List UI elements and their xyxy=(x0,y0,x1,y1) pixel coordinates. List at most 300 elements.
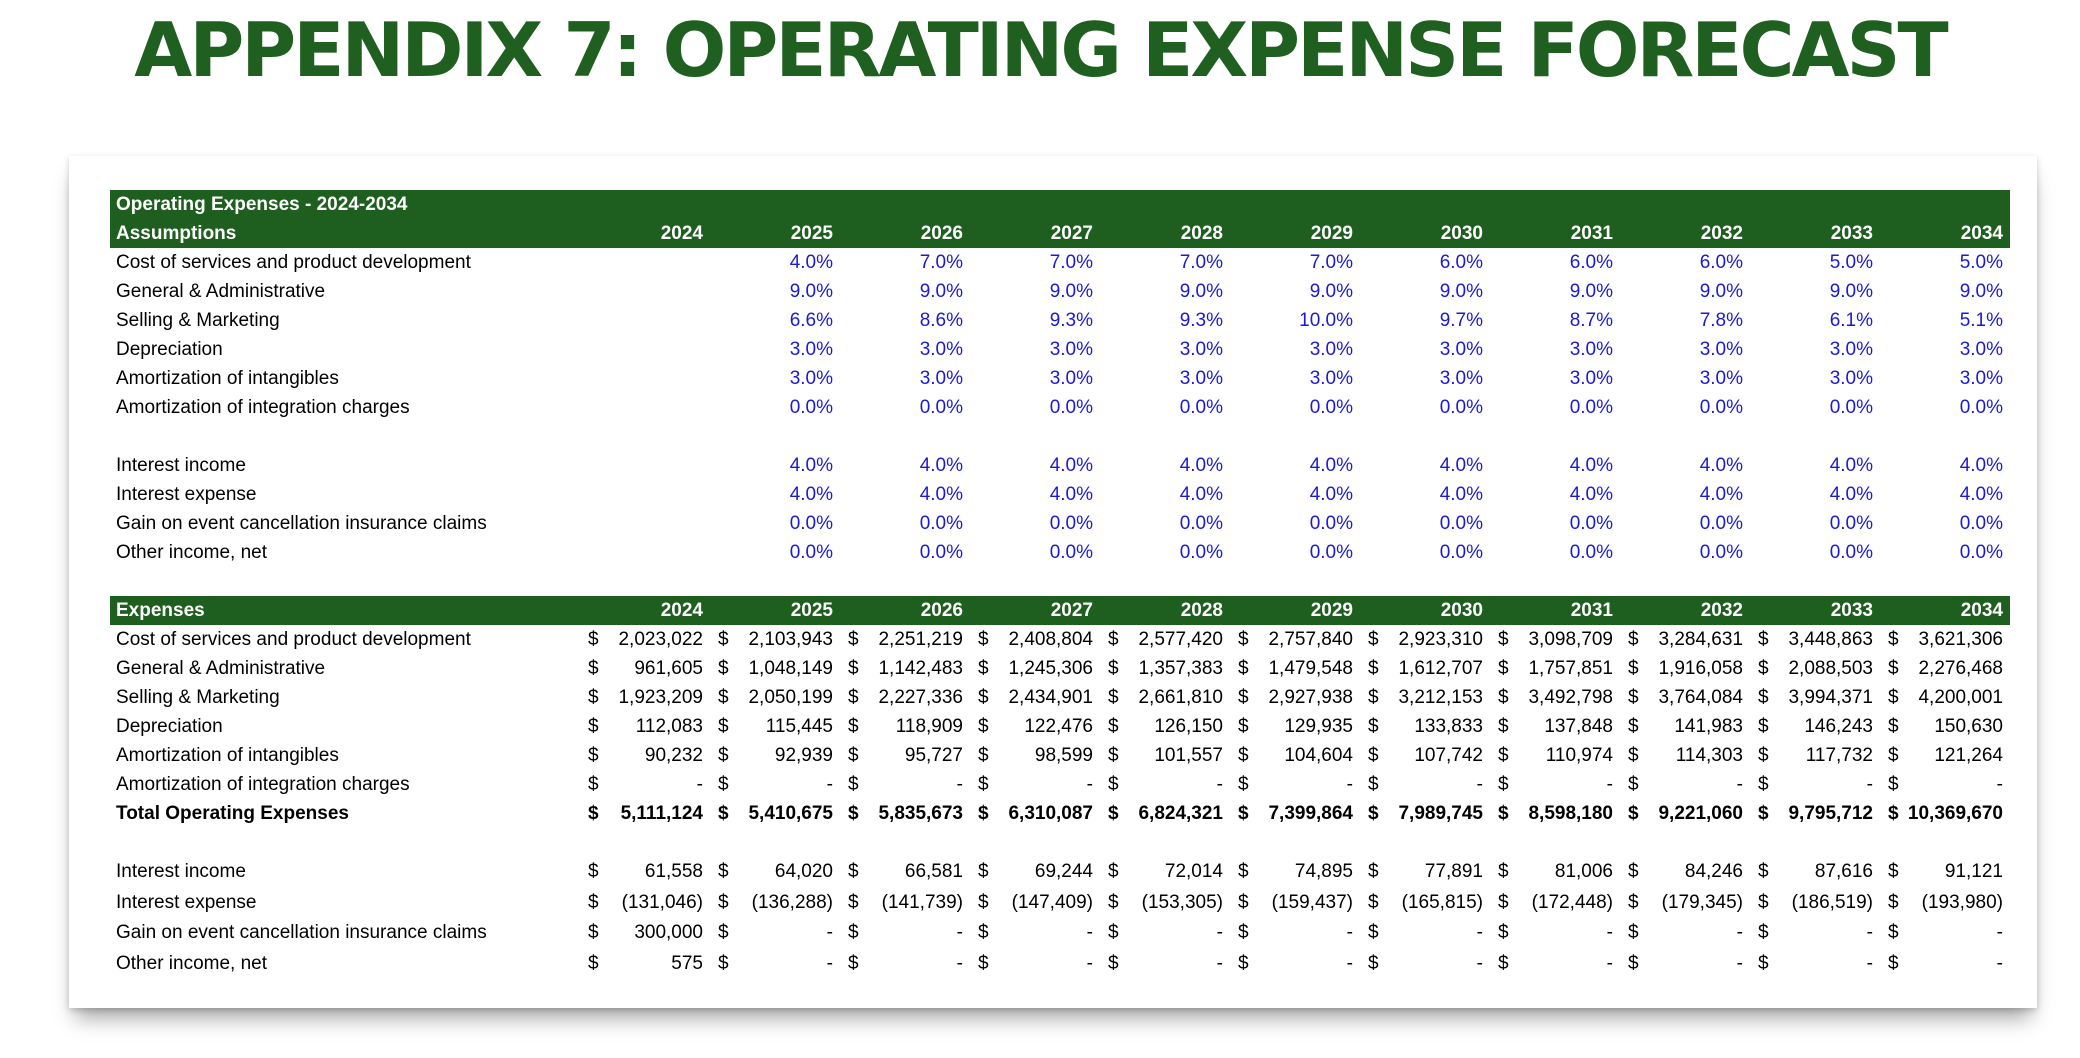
currency-symbol: $ xyxy=(1238,629,1249,650)
expense-value: - xyxy=(1606,922,1613,943)
currency-symbol: $ xyxy=(1238,952,1249,974)
assumption-rate: 3.0% xyxy=(1049,339,1093,360)
expense-value: 3,448,863 xyxy=(1788,629,1873,650)
currency-symbol: $ xyxy=(1888,952,1899,974)
assumption-rate: 7.0% xyxy=(1179,252,1223,273)
assumption-rate: 3.0% xyxy=(789,368,833,389)
expense-value: 6,824,321 xyxy=(1138,803,1223,824)
assumption-rate: 0.0% xyxy=(1309,542,1353,563)
expense-value: (186,519) xyxy=(1791,891,1873,913)
spacer xyxy=(110,828,2010,857)
row-label: Assumptions xyxy=(116,223,237,244)
currency-symbol: $ xyxy=(588,629,599,650)
expense-value: 110,974 xyxy=(1545,745,1613,766)
expense-value: 117,732 xyxy=(1805,745,1873,766)
row-label: Gain on event cancellation insurance claims xyxy=(116,513,487,534)
expense-value: 72,014 xyxy=(1164,861,1223,882)
expense-value: 1,479,548 xyxy=(1268,658,1353,679)
currency-symbol: $ xyxy=(1108,716,1119,737)
row-label: Cost of services and product development xyxy=(116,629,471,650)
year-header: 2034 xyxy=(1960,600,2003,621)
year-header: 2031 xyxy=(1570,600,1613,621)
assumption-rate: 4.0% xyxy=(1179,484,1223,505)
expense-row xyxy=(110,654,2010,683)
currency-symbol: $ xyxy=(588,861,599,882)
currency-symbol: $ xyxy=(848,716,859,737)
assumption-rate: 5.0% xyxy=(1829,252,1873,273)
assumption-rate: 4.0% xyxy=(919,455,963,476)
assumption-rate: 9.0% xyxy=(1829,281,1873,302)
assumption-rate: 3.0% xyxy=(1179,339,1223,360)
expense-value: 133,833 xyxy=(1414,716,1483,737)
expense-value: 84,246 xyxy=(1684,861,1743,882)
assumption-rate: 0.0% xyxy=(789,513,833,534)
year-header: 2028 xyxy=(1180,600,1223,621)
assumption-rate: 9.3% xyxy=(1049,310,1093,331)
currency-symbol: $ xyxy=(1238,687,1249,708)
expense-value: - xyxy=(1736,952,1743,974)
assumption-rate: 3.0% xyxy=(919,368,963,389)
currency-symbol: $ xyxy=(1888,745,1899,766)
currency-symbol: $ xyxy=(848,687,859,708)
assumption-row xyxy=(110,277,2010,306)
expense-value: - xyxy=(1606,952,1613,974)
expense-value: 3,098,709 xyxy=(1528,629,1613,650)
assumption-rate: 3.0% xyxy=(1829,339,1873,360)
total-row xyxy=(110,799,2010,828)
assumption-rate: 4.0% xyxy=(1959,455,2003,476)
currency-symbol: $ xyxy=(1758,891,1769,913)
expense-value: 1,757,851 xyxy=(1528,658,1613,679)
currency-symbol: $ xyxy=(1108,658,1119,679)
expense-value: - xyxy=(1346,774,1353,795)
expense-value: 87,616 xyxy=(1814,861,1873,882)
expense-value: 961,605 xyxy=(634,658,703,679)
currency-symbol: $ xyxy=(848,774,859,795)
assumption-rate: 3.0% xyxy=(1439,339,1483,360)
currency-symbol: $ xyxy=(1498,774,1509,795)
currency-symbol: $ xyxy=(1888,891,1899,913)
assumption-rate: 3.0% xyxy=(789,339,833,360)
expense-value: 5,111,124 xyxy=(620,803,703,824)
year-header: 2030 xyxy=(1440,600,1483,621)
currency-symbol: $ xyxy=(1238,745,1249,766)
expense-value: - xyxy=(1476,774,1483,795)
expense-value: 101,557 xyxy=(1154,745,1223,766)
currency-symbol: $ xyxy=(1238,922,1249,943)
expense-value: - xyxy=(1216,922,1223,943)
row-label: Other income, net xyxy=(116,542,268,563)
expense-value: 74,895 xyxy=(1294,861,1353,882)
assumption-rate: 0.0% xyxy=(1439,542,1483,563)
row-label: Cost of services and product development xyxy=(116,252,471,273)
currency-symbol: $ xyxy=(1238,716,1249,737)
expense-value: 10,369,670 xyxy=(1907,803,2003,824)
expense-value: - xyxy=(956,952,963,974)
year-header: 2034 xyxy=(1960,223,2003,244)
assumption-rate: 4.0% xyxy=(789,252,833,273)
expense-value: 126,150 xyxy=(1154,716,1223,737)
other-income-row xyxy=(110,949,2010,980)
row-label: General & Administrative xyxy=(116,658,326,679)
currency-symbol: $ xyxy=(1108,861,1119,882)
year-header: 2027 xyxy=(1050,223,1093,244)
assumption-rate: 9.0% xyxy=(789,281,833,302)
assumption-rate: 3.0% xyxy=(1829,368,1873,389)
expense-value: - xyxy=(1866,922,1873,943)
assumption-rate: 4.0% xyxy=(789,455,833,476)
assumption-rate: 0.0% xyxy=(1699,397,1743,418)
currency-symbol: $ xyxy=(1758,687,1769,708)
currency-symbol: $ xyxy=(848,745,859,766)
expense-value: 66,581 xyxy=(904,861,963,882)
assumption-rate: 7.0% xyxy=(1309,252,1353,273)
expense-value: - xyxy=(1736,774,1743,795)
currency-symbol: $ xyxy=(848,629,859,650)
assumption-row xyxy=(110,335,2010,364)
assumption-rate: 0.0% xyxy=(1959,397,2003,418)
assumption-rate: 0.0% xyxy=(789,397,833,418)
expense-value: (141,739) xyxy=(881,891,963,913)
expense-value: - xyxy=(1996,774,2003,795)
expense-value: - xyxy=(696,774,703,795)
currency-symbol: $ xyxy=(1758,629,1769,650)
expense-value: 91,121 xyxy=(1944,861,2003,882)
assumption-rate: 9.0% xyxy=(1049,281,1093,302)
row-label: Selling & Marketing xyxy=(116,310,280,331)
expense-value: 104,604 xyxy=(1284,745,1353,766)
assumption-rate: 6.1% xyxy=(1829,310,1873,331)
expense-value: 122,476 xyxy=(1024,716,1093,737)
currency-symbol: $ xyxy=(1238,658,1249,679)
currency-symbol: $ xyxy=(1368,891,1379,913)
expense-value: (172,448) xyxy=(1531,891,1613,913)
currency-symbol: $ xyxy=(718,952,729,974)
assumption-rate: 5.1% xyxy=(1959,310,2003,331)
other-income-row xyxy=(110,857,2010,888)
currency-symbol: $ xyxy=(978,774,989,795)
expense-value: 95,727 xyxy=(904,745,963,766)
year-header: 2026 xyxy=(920,600,963,621)
assumption-rate: 9.0% xyxy=(1699,281,1743,302)
expense-value: - xyxy=(1216,952,1223,974)
expense-value: - xyxy=(1086,774,1093,795)
year-header: 2028 xyxy=(1180,223,1223,244)
expense-value: 2,103,943 xyxy=(748,629,833,650)
year-header: 2031 xyxy=(1570,223,1613,244)
assumption-rate: 0.0% xyxy=(1439,513,1483,534)
expense-value: 118,909 xyxy=(895,716,963,737)
year-header: 2029 xyxy=(1310,600,1353,621)
currency-symbol: $ xyxy=(848,658,859,679)
assumption-rate: 6.0% xyxy=(1439,252,1483,273)
currency-symbol: $ xyxy=(848,861,859,882)
currency-symbol: $ xyxy=(978,629,989,650)
assumption-rate: 0.0% xyxy=(1309,397,1353,418)
currency-symbol: $ xyxy=(1368,922,1379,943)
row-label: Interest expense xyxy=(116,891,257,913)
assumption-rate: 0.0% xyxy=(1829,397,1873,418)
currency-symbol: $ xyxy=(1628,687,1639,708)
assumption-rate: 3.0% xyxy=(1959,339,2003,360)
assumption-rate: 4.0% xyxy=(1959,484,2003,505)
assumption-rate: 0.0% xyxy=(1309,513,1353,534)
assumption-rate: 0.0% xyxy=(1959,542,2003,563)
assumption-rate: 0.0% xyxy=(789,542,833,563)
expense-row xyxy=(110,625,2010,654)
currency-symbol: $ xyxy=(978,658,989,679)
year-header: 2033 xyxy=(1830,600,1873,621)
expense-value: 1,916,058 xyxy=(1658,658,1743,679)
expenses-header xyxy=(110,596,2010,625)
expense-value: 2,023,022 xyxy=(618,629,703,650)
expense-value: 2,088,503 xyxy=(1788,658,1873,679)
assumption-rate: 4.0% xyxy=(1829,455,1873,476)
assumption-rate: 3.0% xyxy=(1309,368,1353,389)
currency-symbol: $ xyxy=(1758,803,1769,824)
currency-symbol: $ xyxy=(1108,803,1119,824)
year-header: 2024 xyxy=(660,223,703,244)
assumption-rate: 8.6% xyxy=(919,310,963,331)
year-header: 2033 xyxy=(1830,223,1873,244)
assumption-rate: 7.0% xyxy=(1049,252,1093,273)
assumption-rate: 0.0% xyxy=(1049,542,1093,563)
currency-symbol: $ xyxy=(978,716,989,737)
expense-value: 2,050,199 xyxy=(748,687,833,708)
currency-symbol: $ xyxy=(1108,629,1119,650)
currency-symbol: $ xyxy=(848,952,859,974)
currency-symbol: $ xyxy=(978,891,989,913)
assumption-rate: 3.0% xyxy=(1569,368,1613,389)
assumption-rate: 0.0% xyxy=(1569,542,1613,563)
expense-value: (147,409) xyxy=(1011,891,1093,913)
assumption-rate: 4.0% xyxy=(1179,455,1223,476)
currency-symbol: $ xyxy=(1498,861,1509,882)
year-header: 2024 xyxy=(660,600,703,621)
page-title: APPENDIX 7: OPERATING EXPENSE FORECAST xyxy=(134,6,1946,94)
currency-symbol: $ xyxy=(1368,774,1379,795)
currency-symbol: $ xyxy=(978,687,989,708)
expense-value: 2,434,901 xyxy=(1008,687,1093,708)
assumption-rate: 0.0% xyxy=(1179,397,1223,418)
currency-symbol: $ xyxy=(1758,774,1769,795)
currency-symbol: $ xyxy=(1628,774,1639,795)
expense-value: 6,310,087 xyxy=(1008,803,1093,824)
expense-value: 2,927,938 xyxy=(1268,687,1353,708)
expense-value: - xyxy=(1346,952,1353,974)
currency-symbol: $ xyxy=(1368,658,1379,679)
assumption-rate: 10.0% xyxy=(1299,310,1353,331)
currency-symbol: $ xyxy=(848,922,859,943)
assumption-rate: 9.0% xyxy=(1439,281,1483,302)
expense-value: 9,221,060 xyxy=(1658,803,1743,824)
currency-symbol: $ xyxy=(1238,803,1249,824)
currency-symbol: $ xyxy=(1628,658,1639,679)
currency-symbol: $ xyxy=(1758,716,1769,737)
assumption-rate: 3.0% xyxy=(1699,368,1743,389)
assumption-rate: 0.0% xyxy=(1179,513,1223,534)
assumption-rate: 3.0% xyxy=(919,339,963,360)
assumption-row xyxy=(110,509,2010,538)
assumption-rate: 0.0% xyxy=(1699,542,1743,563)
assumption-rate: 9.0% xyxy=(1309,281,1353,302)
currency-symbol: $ xyxy=(1238,891,1249,913)
currency-symbol: $ xyxy=(1368,861,1379,882)
assumption-rate: 6.0% xyxy=(1569,252,1613,273)
row-label: General & Administrative xyxy=(116,281,326,302)
assumption-row xyxy=(110,306,2010,335)
expense-value: - xyxy=(1996,922,2003,943)
currency-symbol: $ xyxy=(718,658,729,679)
assumption-rate: 0.0% xyxy=(1829,542,1873,563)
assumption-rate: 4.0% xyxy=(789,484,833,505)
expense-value: - xyxy=(956,922,963,943)
currency-symbol: $ xyxy=(978,803,989,824)
assumption-rate: 0.0% xyxy=(919,542,963,563)
expense-value: 115,445 xyxy=(765,716,833,737)
row-label: Other income, net xyxy=(116,952,268,974)
currency-symbol: $ xyxy=(1108,745,1119,766)
expense-value: 129,935 xyxy=(1284,716,1353,737)
spacer xyxy=(110,422,2010,451)
assumption-rate: 0.0% xyxy=(1569,397,1613,418)
expense-value: (193,980) xyxy=(1921,891,2003,913)
assumption-rate: 3.0% xyxy=(1699,339,1743,360)
currency-symbol: $ xyxy=(1368,745,1379,766)
expense-value: 3,212,153 xyxy=(1398,687,1483,708)
expense-value: 114,303 xyxy=(1675,745,1743,766)
currency-symbol: $ xyxy=(588,803,599,824)
expense-value: 61,558 xyxy=(644,861,703,882)
assumption-row xyxy=(110,538,2010,567)
expense-value: 2,923,310 xyxy=(1398,629,1483,650)
currency-symbol: $ xyxy=(1498,803,1509,824)
currency-symbol: $ xyxy=(1108,952,1119,974)
currency-symbol: $ xyxy=(1888,658,1899,679)
assumption-rate: 9.0% xyxy=(1179,281,1223,302)
year-header: 2025 xyxy=(790,600,833,621)
assumption-rate: 6.6% xyxy=(789,310,833,331)
expense-value: - xyxy=(1216,774,1223,795)
assumption-rate: 4.0% xyxy=(1309,484,1353,505)
expense-value: 2,408,804 xyxy=(1008,629,1093,650)
currency-symbol: $ xyxy=(1628,745,1639,766)
year-header: 2030 xyxy=(1440,223,1483,244)
assumption-rate: 4.0% xyxy=(1569,455,1613,476)
assumption-rate: 4.0% xyxy=(1699,484,1743,505)
year-header: 2032 xyxy=(1700,223,1743,244)
expense-row xyxy=(110,712,2010,741)
year-header: 2027 xyxy=(1050,600,1093,621)
assumption-rate: 4.0% xyxy=(1049,484,1093,505)
row-label: Operating Expenses - 2024-2034 xyxy=(116,194,408,215)
row-label: Total Operating Expenses xyxy=(116,803,349,824)
assumption-row xyxy=(110,364,2010,393)
assumption-rate: 0.0% xyxy=(919,397,963,418)
currency-symbol: $ xyxy=(718,922,729,943)
currency-symbol: $ xyxy=(1368,952,1379,974)
assumption-rate: 3.0% xyxy=(1569,339,1613,360)
expense-value: 3,764,084 xyxy=(1658,687,1743,708)
expense-value: 7,989,745 xyxy=(1398,803,1483,824)
assumption-rate: 7.8% xyxy=(1699,310,1743,331)
expense-value: (131,046) xyxy=(621,891,703,913)
row-label: Amortization of integration charges xyxy=(116,397,410,418)
assumption-rate: 4.0% xyxy=(1569,484,1613,505)
expense-value: - xyxy=(1866,952,1873,974)
currency-symbol: $ xyxy=(1888,687,1899,708)
assumption-rate: 9.0% xyxy=(1959,281,2003,302)
other-income-row xyxy=(110,888,2010,919)
expense-value: - xyxy=(1736,922,1743,943)
expense-value: 5,410,675 xyxy=(748,803,833,824)
assumption-rate: 3.0% xyxy=(1439,368,1483,389)
expense-value: 3,994,371 xyxy=(1788,687,1873,708)
currency-symbol: $ xyxy=(1238,861,1249,882)
currency-symbol: $ xyxy=(978,861,989,882)
currency-symbol: $ xyxy=(1888,803,1899,824)
row-label: Amortization of intangibles xyxy=(116,745,339,766)
assumption-rate: 0.0% xyxy=(1439,397,1483,418)
currency-symbol: $ xyxy=(718,687,729,708)
expense-value: 575 xyxy=(671,952,703,974)
expense-value: - xyxy=(826,922,833,943)
currency-symbol: $ xyxy=(1368,629,1379,650)
currency-symbol: $ xyxy=(1498,891,1509,913)
currency-symbol: $ xyxy=(978,745,989,766)
assumption-rate: 5.0% xyxy=(1959,252,2003,273)
currency-symbol: $ xyxy=(718,774,729,795)
currency-symbol: $ xyxy=(1108,922,1119,943)
row-label: Depreciation xyxy=(116,716,223,737)
currency-symbol: $ xyxy=(1628,716,1639,737)
assumption-row xyxy=(110,480,2010,509)
row-label: Gain on event cancellation insurance claims xyxy=(116,922,487,943)
expense-value: 3,621,306 xyxy=(1918,629,2003,650)
expense-value: 90,232 xyxy=(644,745,703,766)
currency-symbol: $ xyxy=(1108,774,1119,795)
expense-value: 2,577,420 xyxy=(1138,629,1223,650)
expense-value: 1,245,306 xyxy=(1008,658,1093,679)
expense-value: (136,288) xyxy=(751,891,833,913)
assumption-rate: 0.0% xyxy=(1179,542,1223,563)
currency-symbol: $ xyxy=(1498,745,1509,766)
currency-symbol: $ xyxy=(1888,774,1899,795)
assumption-rate: 4.0% xyxy=(1439,455,1483,476)
currency-symbol: $ xyxy=(978,952,989,974)
expense-value: 98,599 xyxy=(1034,745,1093,766)
assumption-rate: 0.0% xyxy=(1959,513,2003,534)
assumption-rate: 9.3% xyxy=(1179,310,1223,331)
currency-symbol: $ xyxy=(978,922,989,943)
expense-value: - xyxy=(1996,952,2003,974)
assumption-rate: 8.7% xyxy=(1569,310,1613,331)
currency-symbol: $ xyxy=(1758,745,1769,766)
currency-symbol: $ xyxy=(848,803,859,824)
operating-expense-table xyxy=(110,190,2010,979)
expense-row xyxy=(110,770,2010,799)
expense-value: 2,276,468 xyxy=(1918,658,2003,679)
expense-value: 69,244 xyxy=(1034,861,1093,882)
currency-symbol: $ xyxy=(1628,952,1639,974)
assumption-row xyxy=(110,393,2010,422)
assumption-rate: 4.0% xyxy=(919,484,963,505)
currency-symbol: $ xyxy=(1108,891,1119,913)
currency-symbol: $ xyxy=(718,629,729,650)
currency-symbol: $ xyxy=(1758,952,1769,974)
expense-row xyxy=(110,683,2010,712)
expense-value: - xyxy=(1606,774,1613,795)
